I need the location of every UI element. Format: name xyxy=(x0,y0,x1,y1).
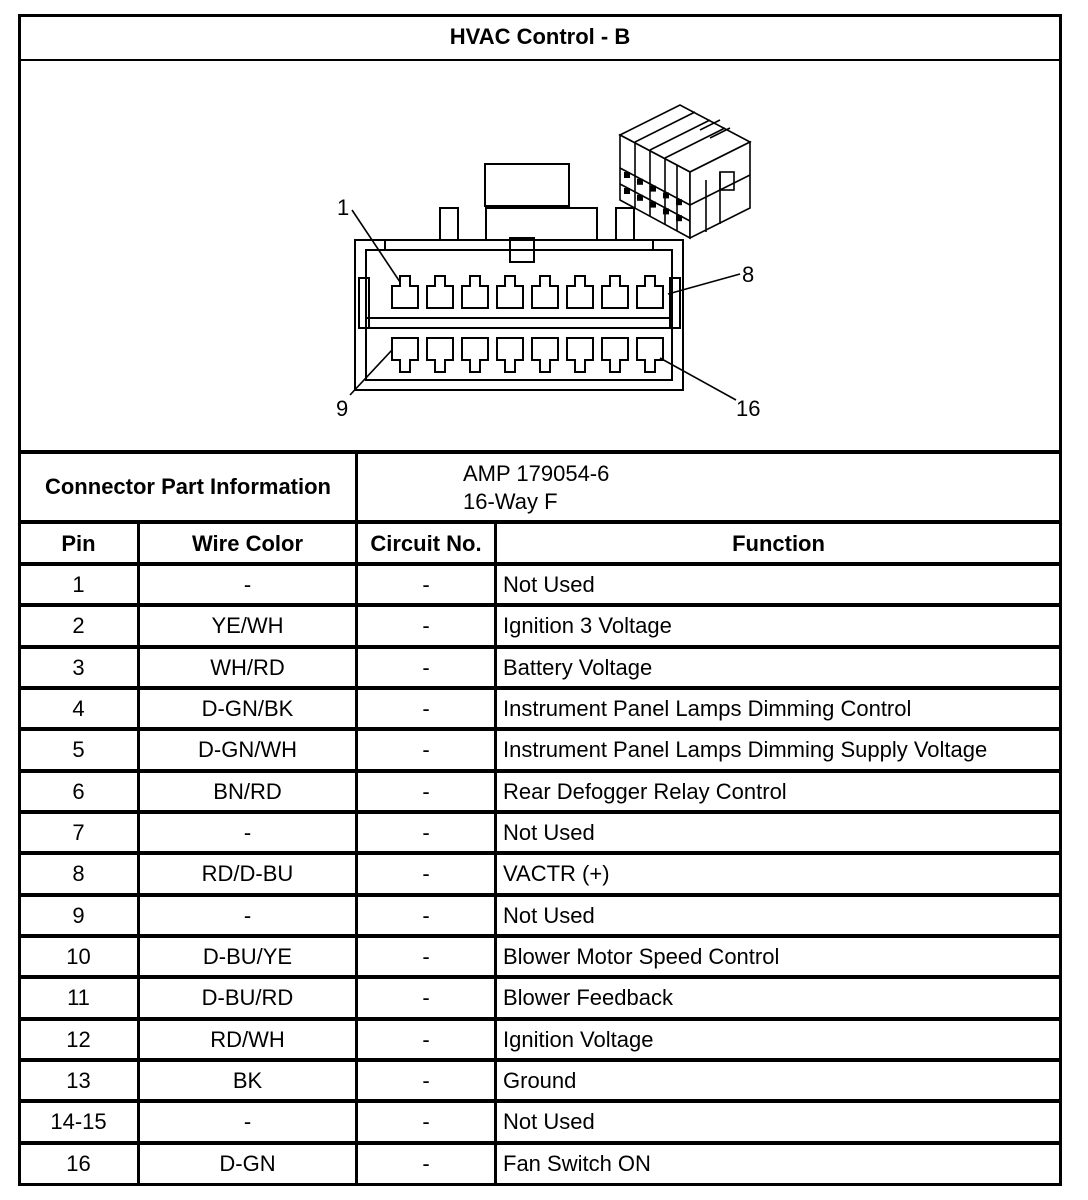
cavity-bottom-9 xyxy=(392,338,418,372)
pin-label-8: 8 xyxy=(742,262,755,287)
cavity-bottom-14 xyxy=(567,338,593,372)
cavity-top-6 xyxy=(567,276,593,308)
cavity-top-2 xyxy=(427,276,453,308)
cell-wire-color: BK xyxy=(232,1068,263,1094)
cavity-bottom-12 xyxy=(497,338,523,372)
cell-pin: 6 xyxy=(72,778,85,804)
cavity-top-1 xyxy=(392,276,418,308)
cell-pin: 9 xyxy=(72,902,85,928)
col-line-3 xyxy=(494,522,497,1186)
cell-pin: 14-15 xyxy=(50,1109,107,1135)
connector-info-divider xyxy=(355,454,358,522)
cell-pin: 1 xyxy=(72,572,85,598)
cavity-bottom-11 xyxy=(462,338,488,372)
cell-wire-color: BN/RD xyxy=(213,778,282,804)
cavity-top-8 xyxy=(637,276,663,308)
cell-function: Rear Defogger Relay Control xyxy=(503,778,787,804)
cell-wire-color: - xyxy=(243,820,252,846)
cell-wire-color: D-GN/BK xyxy=(201,696,294,722)
cavity-top-5 xyxy=(532,276,558,308)
top-cavity-row xyxy=(392,276,663,308)
cavity-top-4 xyxy=(497,276,523,308)
connector-3d-view xyxy=(620,105,750,238)
cell-wire-color: D-GN/WH xyxy=(198,737,297,763)
iso-cavity xyxy=(663,192,669,198)
cell-circuit-no: - xyxy=(422,572,430,598)
cell-pin: 8 xyxy=(72,861,85,887)
cell-circuit-no: - xyxy=(422,1068,430,1094)
cell-function: Battery Voltage xyxy=(503,654,653,680)
cavity-top-7 xyxy=(602,276,628,308)
cell-wire-color: - xyxy=(243,572,252,598)
header-wire-color: Wire Color xyxy=(191,531,304,556)
cell-pin: 12 xyxy=(66,1026,91,1052)
cell-circuit-no: - xyxy=(422,696,430,722)
cell-circuit-no: - xyxy=(422,1150,430,1176)
cavity-bottom-15 xyxy=(602,338,628,372)
cell-wire-color: WH/RD xyxy=(210,654,285,680)
cell-circuit-no: - xyxy=(422,1109,430,1135)
cell-wire-color: - xyxy=(243,902,252,928)
latch-top xyxy=(485,164,569,206)
cavity-bottom-16 xyxy=(637,338,663,372)
cell-pin: 11 xyxy=(67,985,90,1011)
cell-function: Ignition Voltage xyxy=(503,1026,654,1052)
bottom-cavity-row xyxy=(392,338,663,372)
cell-wire-color: D-BU/YE xyxy=(202,944,293,970)
cell-pin: 4 xyxy=(72,696,85,722)
cell-circuit-no: - xyxy=(422,902,430,928)
iso-cavity xyxy=(676,215,682,221)
cell-circuit-no: - xyxy=(422,737,430,763)
cell-function: Instrument Panel Lamps Dimming Supply Voltage xyxy=(503,737,988,763)
pin-label-9: 9 xyxy=(336,396,349,421)
cell-wire-color: RD/D-BU xyxy=(201,861,294,887)
cell-circuit-no: - xyxy=(422,944,430,970)
cell-pin: 5 xyxy=(72,737,85,763)
cell-circuit-no: - xyxy=(422,778,430,804)
cell-pin: 2 xyxy=(72,613,85,639)
cell-pin: 3 xyxy=(72,654,85,680)
leader-pin-1 xyxy=(352,210,400,282)
iso-cavity xyxy=(676,199,682,205)
iso-cavity xyxy=(663,208,669,214)
connector-part-number: AMP 179054-6 xyxy=(463,461,610,486)
cell-function: Not Used xyxy=(503,572,595,598)
cell-circuit-no: - xyxy=(422,820,430,846)
cell-function: Ignition 3 Voltage xyxy=(503,613,672,639)
cell-wire-color: RD/WH xyxy=(210,1026,285,1052)
cell-circuit-no: - xyxy=(422,1026,430,1052)
leader-pin-9 xyxy=(350,350,392,395)
cell-function: Not Used xyxy=(503,1109,595,1135)
cell-pin: 10 xyxy=(66,944,91,970)
side-notch-left xyxy=(359,278,369,328)
iso-cavity xyxy=(650,202,656,208)
cavity-bottom-10 xyxy=(427,338,453,372)
cell-circuit-no: - xyxy=(422,861,430,887)
cell-pin: 7 xyxy=(72,820,85,846)
cell-function: Not Used xyxy=(503,820,595,846)
cell-function: Not Used xyxy=(503,902,595,928)
header-pin: Pin xyxy=(61,531,96,556)
cell-function: Ground xyxy=(503,1068,577,1094)
connector-description: 16-Way F xyxy=(463,489,558,514)
connector-drawing xyxy=(20,60,1060,450)
cell-function: Blower Motor Speed Control xyxy=(503,944,780,970)
iso-cavity xyxy=(624,172,630,178)
pin-label-16: 16 xyxy=(736,396,761,421)
cell-function: Fan Switch ON xyxy=(503,1150,651,1176)
iso-cavity xyxy=(637,195,643,201)
iso-cavity xyxy=(650,186,656,192)
cell-circuit-no: - xyxy=(422,613,430,639)
iso-cavity xyxy=(637,179,643,185)
cavity-bottom-13 xyxy=(532,338,558,372)
cell-pin: 13 xyxy=(66,1068,91,1094)
iso-cavity xyxy=(624,188,630,194)
header-function: Function xyxy=(732,531,825,556)
pin-label-1: 1 xyxy=(337,195,350,220)
cell-circuit-no: - xyxy=(422,985,430,1011)
housing-top-contour xyxy=(440,208,634,240)
page-title: HVAC Control - B xyxy=(449,24,631,49)
cell-wire-color: D-BU/RD xyxy=(201,985,294,1011)
cell-circuit-no: - xyxy=(422,654,430,680)
cell-wire-color: D-GN xyxy=(219,1150,276,1176)
col-line-1 xyxy=(137,522,140,1186)
cell-function: Blower Feedback xyxy=(503,985,673,1011)
header-circuit-no: Circuit No. xyxy=(370,531,482,556)
cell-pin: 16 xyxy=(66,1150,91,1176)
cell-wire-color: YE/WH xyxy=(211,613,284,639)
cell-function: Instrument Panel Lamps Dimming Control xyxy=(503,696,912,722)
cell-wire-color: - xyxy=(243,1109,252,1135)
cavity-top-3 xyxy=(462,276,488,308)
cell-function: VACTR (+) xyxy=(503,861,610,887)
connector-info-label: Connector Part Information xyxy=(44,474,331,499)
col-line-2 xyxy=(355,522,358,1186)
